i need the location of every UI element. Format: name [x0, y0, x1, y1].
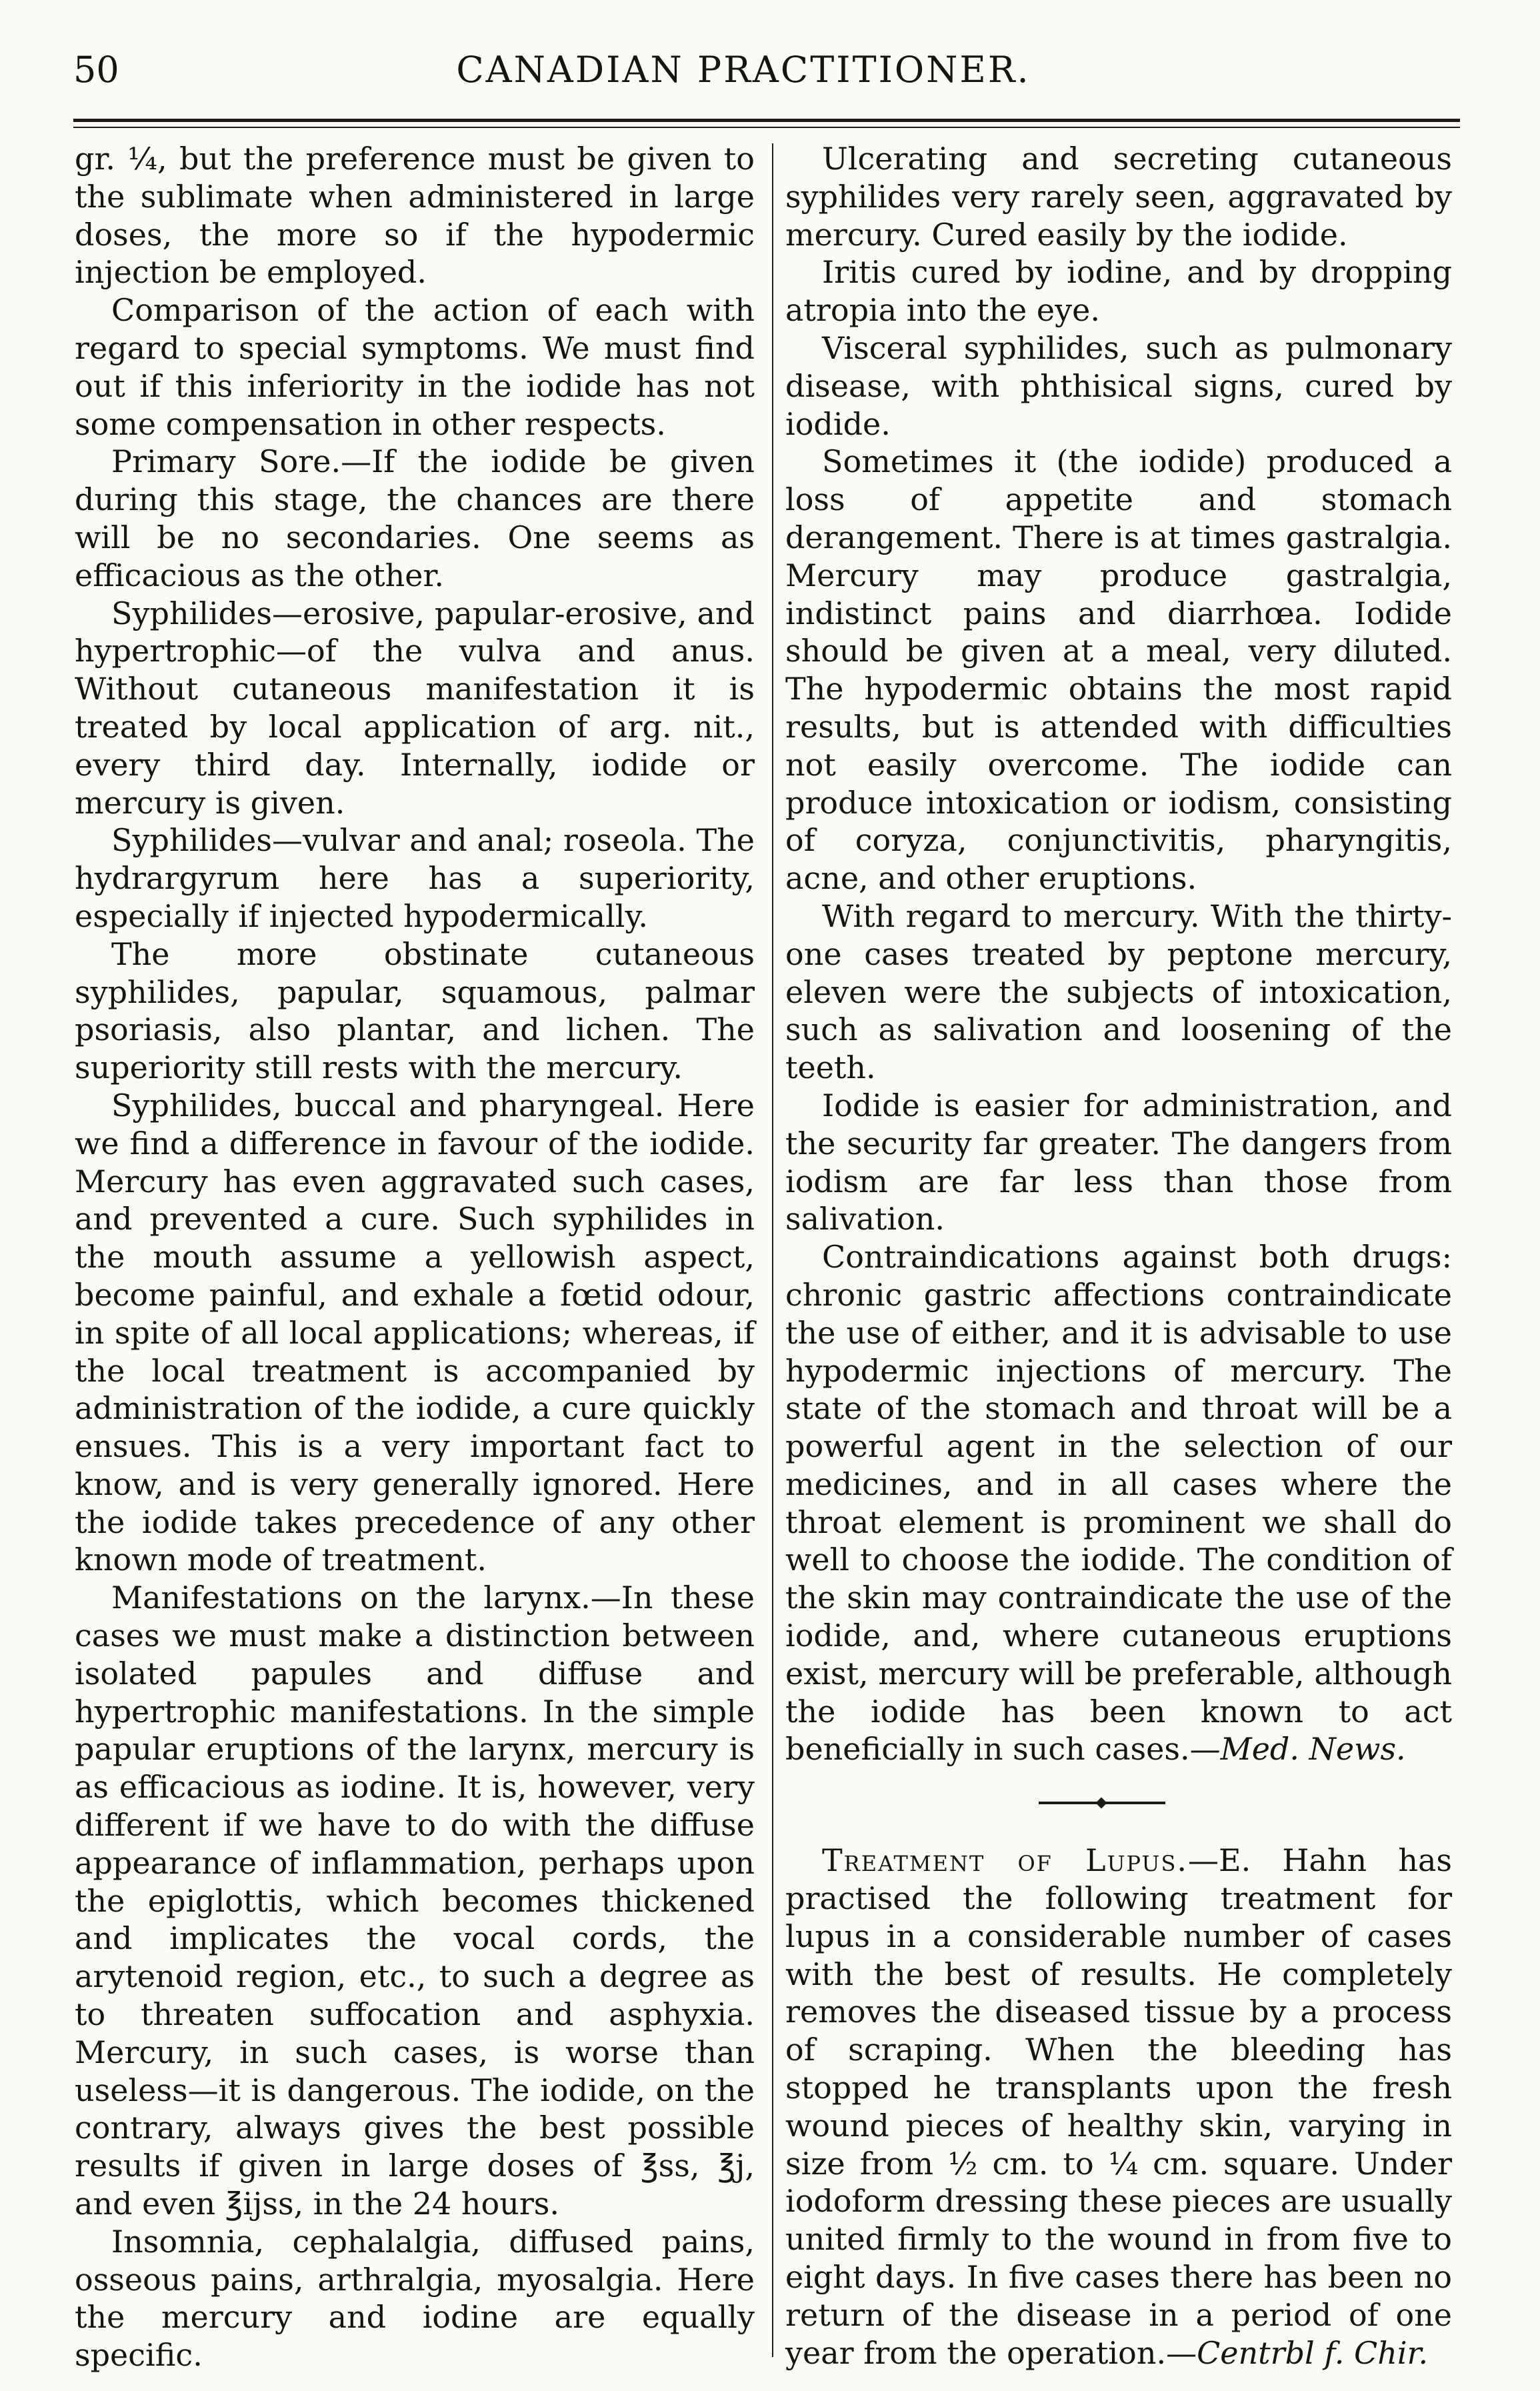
- paragraph: Syphilides, buccal and pharyngeal. Here we find a difference in favour of the iodide. Mercury has even aggravated such cases, and prevented a cure. Such syphilides in the mouth assume a yellowish aspect, become painful, and exhale a fœtid odour, in spite of all local applications; whereas, if the local treatment is accompanied by administration of the iodide, a cure quickly ensues. This is a very important fact to know, and is very generally ignored. Here the iodide takes precedence of any other known mode of treatment.: [75, 1087, 755, 1578]
- left-column: [75, 140, 755, 2374]
- paragraph: Sometimes it (the iodide) produced a loss of appetite and stomach derangement. There is at times gastralgia. Mercury may produce gastralgia, indistinct pains and diarrhœa. Iodide should be given at a meal, very diluted. The hypodermic obtains the most rapid results, but is attended with difficulties not easily overcome. The iodide can produce intoxication or iodism, consisting of coryza, conjunctivitis, pharyngitis, acne, and other eruptions.: [785, 443, 1452, 897]
- paragraph: Syphilides—vulvar and anal; roseola. The hydrargyrum here has a superiority, especially if injected hypodermically.: [75, 822, 755, 934]
- ornament-divider: [1039, 1802, 1165, 1804]
- page-number: 50: [73, 49, 119, 91]
- header-rule-thin: [73, 127, 1460, 128]
- page-header: [0, 0, 1540, 113]
- paragraph-with-citation: [785, 1238, 1452, 1768]
- header-rule: [73, 119, 1460, 122]
- paragraph: Manifestations on the larynx.—In these cases we must make a distinction between isolated papules and diffuse and hypertrophic manifestations. In the simple papular eruptions of the larynx, mercury is as efficacious as iodine. It is, however, very different if we have to do with the diffuse appearance of inflammation, perhaps upon the epiglottis, which becomes thickened and implicates the vocal cords, the arytenoid region, etc., to such a degree as to threaten suffocation and asphyxia. Mercury, in such cases, is worse than useless—it is dangerous. The iodide, on the contrary, always gives the best possible results if given in large doses of ℥ss, ℥j, and even ℥ijss, in the 24 hours.: [75, 1580, 755, 2222]
- running-title: CANADIAN PRACTITIONER.: [456, 49, 1031, 91]
- section-heading: Treatment of Lupus.: [822, 1842, 1189, 1879]
- paragraph: Iodide is easier for administration, and the security far greater. The dangers from iodism are far less than those from salivation.: [785, 1087, 1452, 1238]
- paragraph: Primary Sore.—If the iodide be given during this stage, the chances are there will be no secondaries. One seems as efficacious as the other.: [75, 443, 755, 593]
- paragraph: Visceral syphilides, such as pulmonary disease, with phthisical signs, cured by iodide.: [785, 329, 1452, 442]
- paragraph-text: Contraindications against both drugs: chronic gastric affections contraindicate the use of either, and it is advisable to use hypodermic injections of mercury. The state of the stomach and throat will be a powerful agent in the selection of our medicines, and in all cases where the throat element is prominent we shall do well to choose the iodide. The condition of the skin may contraindicate the use of the iodide, and, where cutaneous eruptions exist, mercury will be preferable, although the iodide has been known to act beneficially in such cases.: [785, 1239, 1452, 1768]
- column-divider: [772, 143, 773, 2357]
- citation: —Centrbl f. Chir.: [1166, 2334, 1429, 2371]
- citation: —Med. News.: [1189, 1731, 1406, 1768]
- paragraph: Syphilides—erosive, papular-erosive, and hypertrophic—of the vulva and anus. Without cutaneous manifestation it is treated by local application of arg. nit., every third day. Internally, iodide or mercury is given.: [75, 595, 755, 821]
- paragraph: The more obstinate cutaneous syphilides, papular, squamous, palmar psoriasis, also plantar, and lichen. The superiority still rests with the mercury.: [75, 935, 755, 1086]
- lupus-paragraph: [785, 1842, 1452, 2372]
- paragraph: Insomnia, cephalalgia, diffused pains, osseous pains, arthralgia, myosalgia. Here the mercury and iodine are equally specific.: [75, 2223, 755, 2374]
- paragraph: Comparison of the action of each with regard to special symptoms. We must find out if this inferiority in the iodide has not some compensation in other respects.: [75, 292, 755, 442]
- paragraph: gr. ¼, but the preference must be given to the sublimate when administered in large doses, the more so if the hypodermic injection be employed.: [75, 141, 755, 291]
- paragraph: Iritis cured by iodine, and by dropping atropia into the eye.: [785, 254, 1452, 329]
- paragraph-text: —E. Hahn has practised the following treatment for lupus in a considerable number of cases with the best of results. He completely removes the diseased tissue by a process of scraping. When the bleeding has stopped he transplants upon the fresh wound pieces of healthy skin, varying in size from ½ cm. to ¼ cm. square. Under iodoform dressing these pieces are usually united firmly to the wound in from five to eight days. In five cases there has been no return of the disease in a period of one year from the operation.: [785, 1842, 1452, 2371]
- section-separator: [785, 1768, 1452, 1842]
- paragraph: Ulcerating and secreting cutaneous syphilides very rarely seen, aggravated by mercury. Cured easily by the iodide.: [785, 141, 1452, 253]
- right-column: [785, 140, 1452, 2372]
- paragraph: With regard to mercury. With the thirty-one cases treated by peptone mercury, eleven were the subjects of intoxication, such as salivation and loosening of the teeth.: [785, 897, 1452, 1086]
